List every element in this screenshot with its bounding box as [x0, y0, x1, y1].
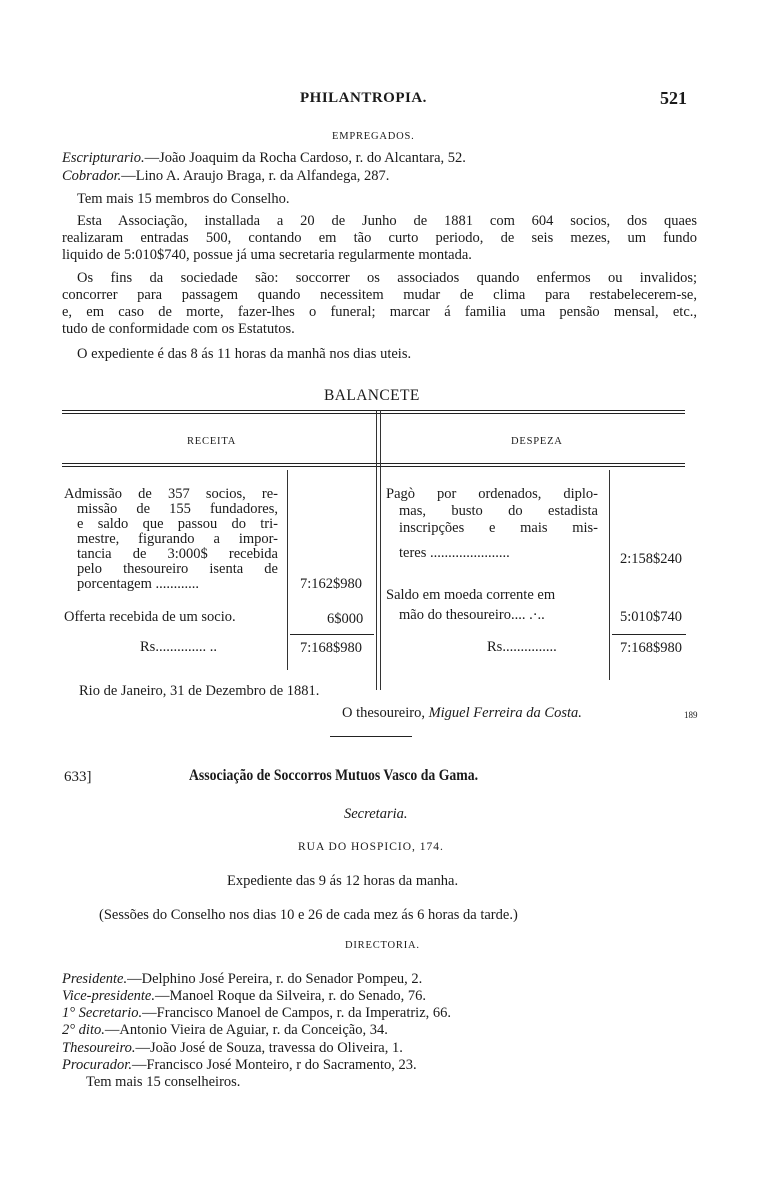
- council-sessions: (Sessões do Conselho nos dias 10 e 26 de cada mez ás 6 horas da tarde.): [99, 907, 518, 923]
- entry-number: 633]: [64, 769, 92, 785]
- para1-line-2: realizaram entradas 500, contando em tão curto periodo, de seis mezes, um fundo: [62, 230, 697, 246]
- balancete-date: Rio de Janeiro, 31 de Dezembro de 1881.: [79, 683, 320, 699]
- director-text: —Francisco José Monteiro, r do Sacramento, 23.: [131, 1057, 417, 1073]
- saldo-line-1: Saldo em moeda corrente em: [386, 587, 556, 603]
- director-role: Vice-presidente.: [62, 988, 155, 1004]
- director-role: 2° dito.: [62, 1022, 105, 1038]
- table-header-rule-2: [62, 466, 685, 467]
- signature-name: Miguel Ferreira da Costa.: [428, 705, 582, 721]
- receita-line-5: tancia de 3:000$ recebida: [77, 546, 278, 562]
- receita-amount-divider: [287, 470, 288, 670]
- offerta-line: Offerta recebida de um socio.: [64, 609, 236, 625]
- receita-rs: Rs.............. ..: [140, 639, 217, 655]
- para2-line-4: tudo de conformidade com os Estatutos.: [62, 321, 295, 337]
- despeza-line-4: teres ......................: [399, 545, 510, 561]
- receita-sum-rule: [290, 634, 374, 635]
- expediente-hours: Expediente das 9 ás 12 horas da manha.: [227, 873, 459, 889]
- director-line: [62, 988, 426, 1005]
- office-hours: O expediente é das 8 ás 11 horas da manhã nos dias uteis.: [77, 346, 412, 362]
- director-line: [62, 1005, 451, 1022]
- receita-line-7: porcentagem ............: [77, 576, 200, 592]
- council-members: Tem mais 15 conselheiros.: [86, 1074, 241, 1090]
- despeza-line-2: mas, busto do estadista: [399, 503, 598, 519]
- section-divider: [330, 736, 412, 737]
- despeza-amount-1: 2:158$240: [620, 551, 683, 567]
- receita-line-1: Admissão de 357 socios, re-: [64, 486, 278, 502]
- employee-role: Escripturario.: [62, 150, 145, 166]
- despeza-header: DESPEZA: [511, 436, 563, 447]
- association-title: Associação de Soccorros Mutuos Vasco da Gama.: [189, 767, 479, 784]
- saldo-line-2: mão do thesoureiro.... .·..: [399, 607, 545, 623]
- director-role: Presidente.: [62, 971, 128, 987]
- director-role: Thesoureiro.: [62, 1040, 136, 1056]
- director-line: [62, 1040, 403, 1057]
- margin-note: 189: [684, 710, 698, 720]
- receita-line-2: missão de 155 fundadores,: [77, 501, 278, 517]
- employees-heading: EMPREGADOS.: [332, 131, 415, 142]
- receita-header: RECEITA: [187, 436, 237, 447]
- para1-line-1: Esta Associação, installada a 20 de Junho de 1881 com 604 socios, dos quaes: [77, 213, 697, 229]
- para2-line-1: Os fins da sociedade são: soccorrer os associados quando enfermos ou invalidos;: [77, 270, 697, 286]
- director-text: —Francisco Manoel de Campos, r. da Imperatriz, 66.: [142, 1005, 452, 1021]
- despeza-rs: Rs...............: [487, 639, 557, 655]
- receita-line-3: e saldo que passou do tri-: [77, 516, 278, 532]
- director-line: [62, 1057, 417, 1074]
- balancete-title: BALANCETE: [324, 387, 420, 404]
- despeza-line-1: Pagò por ordenados, diplo-: [386, 486, 598, 502]
- despeza-sum-rule: [612, 634, 686, 635]
- director-text: —Antonio Vieira de Aguiar, r. da Conceição, 34.: [104, 1022, 388, 1038]
- council-note: Tem mais 15 membros do Conselho.: [77, 191, 290, 207]
- despeza-total: 7:168$980: [620, 640, 683, 656]
- despeza-line-3: inscripções e mais mis-: [399, 520, 598, 536]
- employee-text: —Lino A. Araujo Braga, r. da Alfandega, 287.: [121, 168, 390, 184]
- employee-role: Cobrador.: [62, 168, 122, 184]
- table-center-rule-2: [380, 410, 381, 690]
- receita-total: 7:168$980: [300, 640, 363, 656]
- treasurer-signature: [342, 705, 582, 722]
- saldo-amount: 5:010$740: [620, 609, 683, 625]
- receita-line-4: mestre, figurando a impor-: [77, 531, 278, 547]
- table-top-rule-2: [62, 413, 685, 414]
- table-header-rule: [62, 463, 685, 464]
- director-text: —Delphino José Pereira, r. do Senador Pompeu, 2.: [127, 971, 423, 987]
- director-role: Procurador.: [62, 1057, 132, 1073]
- running-header: PHILANTROPIA.: [300, 90, 427, 106]
- receita-line-6: pelo thesoureiro isenta de: [77, 561, 278, 577]
- table-top-rule: [62, 410, 685, 411]
- receita-amount-1: 7:162$980: [300, 576, 363, 592]
- director-text: —João José de Souza, travessa do Oliveira, 1.: [135, 1040, 403, 1056]
- director-role: 1° Secretario.: [62, 1005, 143, 1021]
- employee-line-2: [62, 168, 702, 185]
- employee-line-1: [62, 150, 702, 167]
- para1-line-3: liquido de 5:010$740, possue já uma secretaria regularmente montada.: [62, 247, 472, 263]
- director-text: —Manoel Roque da Silveira, r. do Senado, 76.: [155, 988, 427, 1004]
- directory-heading: DIRECTORIA.: [345, 940, 420, 951]
- table-center-rule: [376, 410, 377, 690]
- despeza-amount-divider: [609, 470, 610, 680]
- employee-text: —João Joaquim da Rocha Cardoso, r. do Alcantara, 52.: [144, 150, 466, 166]
- para2-line-2: concorrer para passagem quando necessitem mudar de clima para restabelecerem-se,: [62, 287, 697, 303]
- address: RUA DO HOSPICIO, 174.: [298, 841, 444, 853]
- signature-prefix: O thesoureiro,: [342, 705, 429, 721]
- director-line: [62, 971, 422, 988]
- secretaria-subtitle: Secretaria.: [344, 806, 408, 822]
- para2-line-3: e, em caso de morte, fazer-lhes o funeral; marcar á familia uma pensão mensal, etc.,: [62, 304, 697, 320]
- offerta-amount: 6$000: [327, 611, 364, 627]
- director-line: [62, 1022, 388, 1039]
- page-number: 521: [660, 88, 687, 108]
